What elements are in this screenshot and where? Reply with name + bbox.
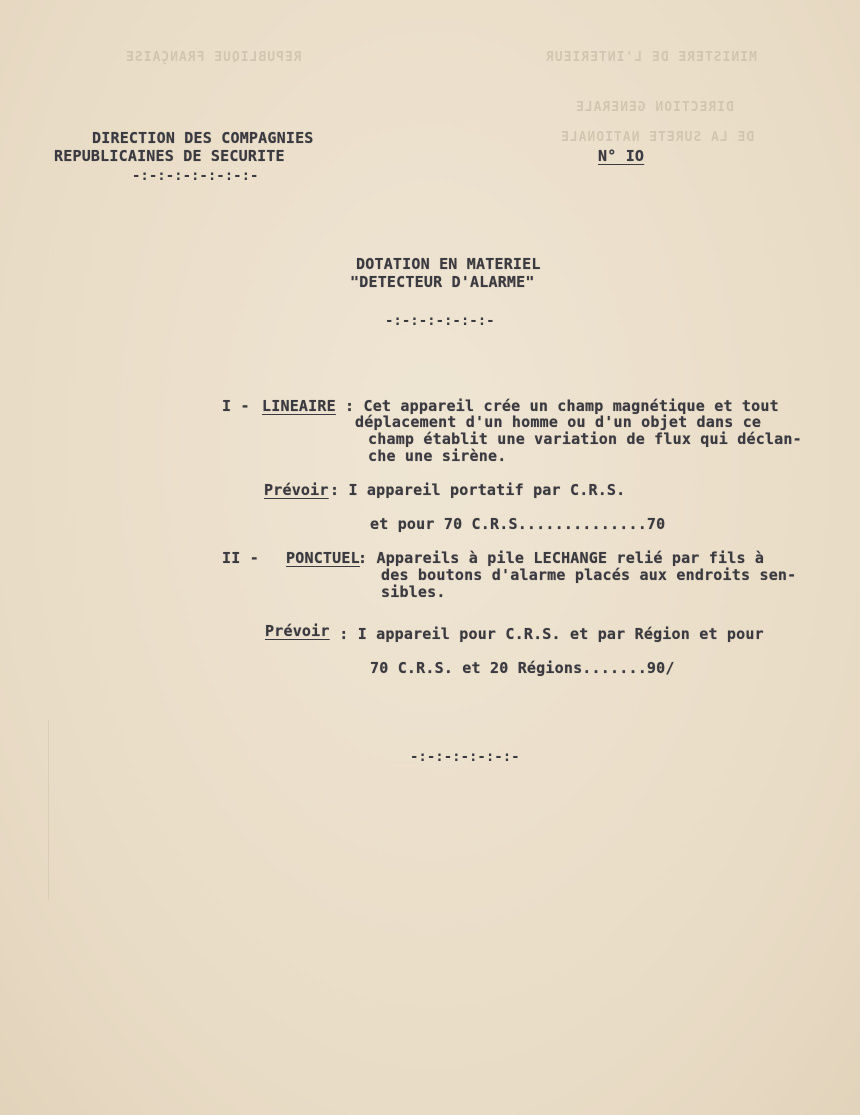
header-separator: -:-:-:-:-:-:-:- xyxy=(132,168,259,184)
bleed-through-text: REPUBLIQUE FRANÇAISE xyxy=(125,50,302,65)
org-line-2: REPUBLICAINES DE SECURITE xyxy=(54,147,285,165)
section-1-provision-line-1: : I appareil portatif par C.R.S. xyxy=(330,481,626,499)
section-2-provision-label: Prévoir xyxy=(265,622,330,640)
section-2-provision-line-2: 70 C.R.S. et 20 Régions.......90/ xyxy=(370,659,675,677)
org-line-1: DIRECTION DES COMPAGNIES xyxy=(92,129,314,147)
title-separator: -:-:-:-:-:-:- xyxy=(385,313,495,329)
section-2-text-line-3: sibles. xyxy=(381,583,446,601)
section-2-numeral: II - xyxy=(222,549,259,567)
section-1-text-line-3: champ établit une variation de flux qui déclan- xyxy=(368,430,802,448)
section-1-provision-line-2: et pour 70 C.R.S..............70 xyxy=(370,515,666,533)
footer-separator: -:-:-:-:-:-:- xyxy=(410,749,520,765)
document-number: N° IO xyxy=(598,147,645,165)
title-line-1: DOTATION EN MATERIEL xyxy=(356,255,541,273)
title-line-2: "DETECTEUR D'ALARME" xyxy=(350,273,535,291)
bleed-through-text: DIRECTION GENERALE xyxy=(575,100,734,115)
section-1-numeral: I - xyxy=(222,397,250,415)
section-2-text-line-2: des boutons d'alarme placés aux endroits sen- xyxy=(381,566,797,584)
section-1-text-line-4: che une sirène. xyxy=(368,447,507,465)
bleed-through-text: MINISTERE DE L'INTERIEUR xyxy=(545,50,757,65)
section-1-text-line-1: : Cet appareil crée un champ magnétique et tout xyxy=(345,397,779,415)
section-2-provision-line-1: : I appareil pour C.R.S. et par Région et pour xyxy=(330,625,764,643)
bleed-through-text: DE LA SURETE NATIONALE xyxy=(560,130,755,145)
section-2-text-line-1: : Appareils à pile LECHANGE relié par fils à xyxy=(358,549,765,567)
section-1-text-line-2: déplacement d'un homme ou d'un objet dans ce xyxy=(355,413,762,431)
paper-fold-mark xyxy=(48,720,49,900)
section-1-provision-label: Prévoir xyxy=(264,481,329,499)
section-2-heading: PONCTUEL xyxy=(286,549,360,567)
section-1-heading: LINEAIRE xyxy=(262,397,336,415)
